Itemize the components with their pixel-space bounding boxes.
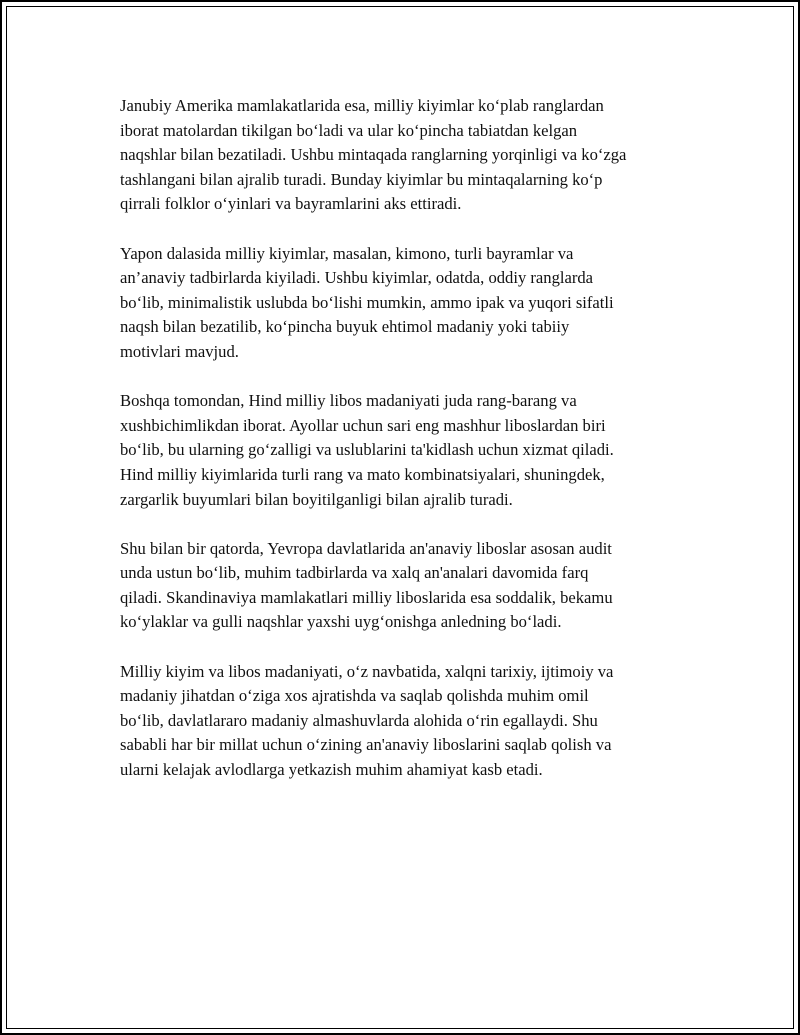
- text-line: madaniy jihatdan oʻziga xos ajratishda va saqlab qolishda muhim omil: [120, 686, 589, 706]
- text-line: zargarlik buyumlari bilan boyitilganligi bilan ajralib turadi.: [120, 489, 513, 509]
- text-line: Shu bilan bir qatorda, Yevropa davlatlarida an'anaviy liboslar asosan audit: [120, 538, 612, 558]
- text-line: iborat matolardan tikilgan boʻladi va ular koʻpincha tabiatdan kelgan: [120, 120, 578, 140]
- text-line: Boshqa tomondan, Hind milliy libos madaniyati juda rang-barang va: [120, 391, 577, 411]
- text-line: boʻlib, minimalistik uslubda boʻlishi mumkin, ammo ipak va yuqori sifatli: [120, 292, 614, 312]
- text-line: Hind milliy kiyimlarida turli rang va mato kombinatsiyalari, shuningdek,: [120, 464, 605, 484]
- text-line: qirrali folklor oʻyinlari va bayramlarini aks ettiradi.: [120, 194, 462, 214]
- paragraph-india: [120, 389, 686, 512]
- text-line: xushbichimlikdan iborat. Ayollar uchun sari eng mashhur liboslardan biri: [120, 415, 606, 435]
- text-line: koʻylaklar va gulli naqshlar yaxshi uygʻonishga anledning boʻladi.: [120, 612, 562, 632]
- text-line: ularni kelajak avlodlarga yetkazish muhim ahamiyat kasb etadi.: [120, 760, 543, 780]
- text-line: tashlangani bilan ajralib turadi. Bunday kiyimlar bu mintaqalarning koʻp: [120, 169, 603, 189]
- text-line: motivlari mavjud.: [120, 341, 239, 361]
- document-body: [120, 94, 686, 807]
- text-line: sababli har bir millat uchun oʻzining an'anaviy liboslarini saqlab qolish va: [120, 735, 612, 755]
- text-line: naqsh bilan bezatilib, koʻpincha buyuk ehtimol madaniy yoki tabiiy: [120, 317, 570, 337]
- text-line: Milliy kiyim va libos madaniyati, oʻz navbatida, xalqni tarixiy, ijtimoiy va: [120, 661, 614, 681]
- text-line: an’anaviy tadbirlarda kiyiladi. Ushbu kiyimlar, odatda, oddiy ranglarda: [120, 268, 594, 288]
- paragraph-europe: [120, 537, 686, 635]
- text-line: Yapon dalasida milliy kiyimlar, masalan, kimono, turli bayramlar va: [120, 243, 574, 263]
- text-line: qiladi. Skandinaviya mamlakatlari milliy liboslarida esa soddalik, bekamu: [120, 587, 613, 607]
- paragraph-conclusion: [120, 660, 686, 783]
- text-line: boʻlib, bu ularning goʻzalligi va uslublarini ta'kidlash uchun xizmat qiladi.: [120, 440, 614, 460]
- text-line: naqshlar bilan bezatiladi. Ushbu mintaqada ranglarning yorqinligi va koʻzga: [120, 145, 627, 165]
- text-line: unda ustun boʻlib, muhim tadbirlarda va xalq an'analari davomida farq: [120, 563, 589, 583]
- text-line: Janubiy Amerika mamlakatlarida esa, milliy kiyimlar koʻplab ranglardan: [120, 96, 604, 115]
- paragraph-japan: [120, 242, 686, 365]
- paragraph-south-america: [120, 94, 686, 217]
- text-line: boʻlib, davlatlararo madaniy almashuvlarda alohida oʻrin egallaydi. Shu: [120, 710, 598, 730]
